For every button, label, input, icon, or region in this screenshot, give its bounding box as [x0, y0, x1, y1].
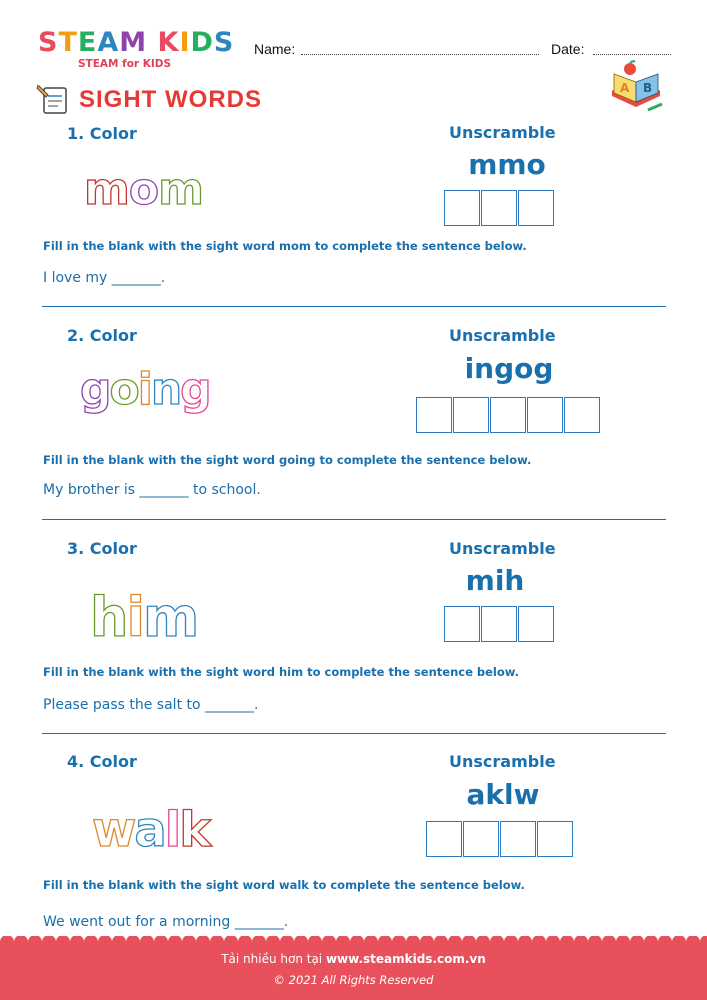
instruction-prefix: Fill in the blank with the sight word — [43, 665, 279, 679]
trace-letter: l — [164, 802, 180, 856]
section-2-label: 2. Color — [67, 326, 137, 345]
trace-letter: g — [180, 364, 210, 415]
unscramble-label: Unscramble — [449, 752, 556, 771]
answer-box[interactable] — [444, 606, 480, 642]
steam-kids-logo — [38, 28, 238, 74]
instruction-prefix: Fill in the blank with the sight word — [43, 453, 279, 467]
section-divider — [42, 519, 666, 520]
fill-in-sentence[interactable]: Please pass the salt to _______. — [43, 697, 259, 713]
section-divider — [42, 733, 666, 734]
answer-box[interactable] — [463, 821, 499, 857]
answer-box[interactable] — [416, 397, 452, 433]
answer-boxes[interactable] — [444, 190, 555, 226]
scrambled-word: mih — [465, 564, 525, 597]
unscramble-label: Unscramble — [449, 123, 556, 142]
logo-letter: E — [77, 27, 98, 58]
logo-letter: I — [179, 27, 191, 58]
footer-copyright: © 2021 All Rights Reserved — [273, 973, 434, 987]
trace-letter: n — [150, 364, 181, 415]
unscramble-label: Unscramble — [449, 539, 556, 558]
footer-site-link[interactable]: www.steamkids.com.vn — [325, 952, 486, 966]
svg-text:mom — [84, 164, 203, 214]
footer-prefix: Tải nhiều hơn tại — [221, 952, 326, 966]
instruction-word: mom — [278, 239, 311, 253]
trace-word-text — [84, 164, 203, 214]
answer-box[interactable] — [453, 397, 489, 433]
logo-letter: S — [38, 27, 59, 58]
answer-boxes[interactable] — [416, 397, 601, 433]
logo-letter: D — [190, 27, 214, 58]
trace-letter: h — [90, 586, 127, 642]
logo-letter — [147, 27, 157, 58]
abc-book-icon — [608, 60, 664, 114]
instruction-text — [43, 453, 531, 467]
date-field[interactable] — [593, 40, 671, 55]
answer-boxes[interactable] — [444, 606, 555, 642]
logo-letter: S — [213, 27, 235, 58]
trace-word-text — [80, 364, 210, 415]
answer-box[interactable] — [481, 190, 517, 226]
instruction-word: walk — [278, 878, 309, 892]
svg-text:walk — [92, 802, 212, 856]
logo-letter: A — [97, 27, 120, 58]
svg-text:A: A — [620, 81, 630, 95]
section-divider — [42, 306, 666, 307]
answer-box[interactable] — [481, 606, 517, 642]
answer-box[interactable] — [518, 606, 554, 642]
name-label: Name: — [254, 41, 296, 57]
answer-box[interactable] — [490, 397, 526, 433]
fill-in-sentence[interactable]: We went out for a morning _______. — [43, 914, 289, 930]
svg-text:going — [80, 364, 210, 415]
instruction-suffix: to complete the sentence below. — [303, 665, 520, 679]
date-label: Date: — [551, 41, 585, 57]
answer-box[interactable] — [527, 397, 563, 433]
trace-letter: i — [137, 364, 151, 415]
fill-in-sentence[interactable]: My brother is _______ to school. — [43, 482, 261, 498]
trace-letter: o — [128, 164, 159, 214]
logo-letter: M — [119, 27, 148, 58]
logo-subtitle: STEAM for KIDS — [78, 58, 172, 70]
scrambled-word: ingog — [464, 352, 554, 385]
footer-link-line — [0, 952, 707, 966]
section-3-label: 3. Color — [67, 539, 137, 558]
instruction-word: him — [278, 665, 304, 679]
scrambled-word: mmo — [468, 148, 546, 181]
instruction-text — [43, 665, 519, 679]
logo-letter: T — [58, 27, 78, 58]
trace-letter: i — [126, 586, 143, 642]
scrambled-word: aklw — [466, 778, 540, 811]
unscramble-label: Unscramble — [449, 326, 556, 345]
instruction-suffix: to complete the sentence below. — [310, 239, 527, 253]
trace-letter: m — [158, 164, 203, 214]
trace-letter: g — [80, 364, 110, 415]
answer-box[interactable] — [537, 821, 573, 857]
answer-boxes[interactable] — [426, 821, 574, 857]
trace-word-walk[interactable] — [90, 796, 240, 856]
logo-letter: K — [157, 27, 180, 58]
trace-word-going[interactable] — [78, 358, 228, 426]
trace-letter: k — [179, 802, 210, 856]
trace-word-text — [92, 802, 212, 856]
answer-box[interactable] — [500, 821, 536, 857]
answer-box[interactable] — [564, 397, 600, 433]
answer-box[interactable] — [518, 190, 554, 226]
worksheet-pencil-icon — [36, 82, 70, 116]
page-title: SIGHT WORDS — [79, 86, 262, 113]
instruction-suffix: to complete the sentence below. — [308, 878, 525, 892]
instruction-word: going — [278, 453, 316, 467]
logo-title — [38, 28, 238, 58]
answer-box[interactable] — [426, 821, 462, 857]
answer-box[interactable] — [444, 190, 480, 226]
trace-word-him[interactable] — [88, 574, 198, 642]
trace-letter: o — [109, 364, 138, 415]
footer-band — [0, 942, 707, 1000]
trace-letter: m — [142, 586, 198, 642]
instruction-text — [43, 878, 525, 892]
instruction-prefix: Fill in the blank with the sight word — [43, 878, 279, 892]
trace-word-text — [90, 586, 197, 642]
svg-text:him — [90, 586, 197, 642]
name-field[interactable] — [301, 40, 539, 55]
svg-text:B: B — [643, 81, 653, 95]
trace-letter: w — [92, 802, 135, 856]
trace-letter: a — [134, 802, 165, 856]
trace-word-mom[interactable] — [82, 160, 222, 214]
section-4-label: 4. Color — [67, 752, 137, 771]
fill-in-sentence[interactable]: I love my _______. — [43, 270, 166, 286]
section-1-label: 1. Color — [67, 124, 137, 143]
trace-letter: m — [84, 164, 129, 214]
instruction-prefix: Fill in the blank with the sight word — [43, 239, 279, 253]
instruction-text — [43, 239, 527, 253]
instruction-suffix: to complete the sentence below. — [315, 453, 532, 467]
